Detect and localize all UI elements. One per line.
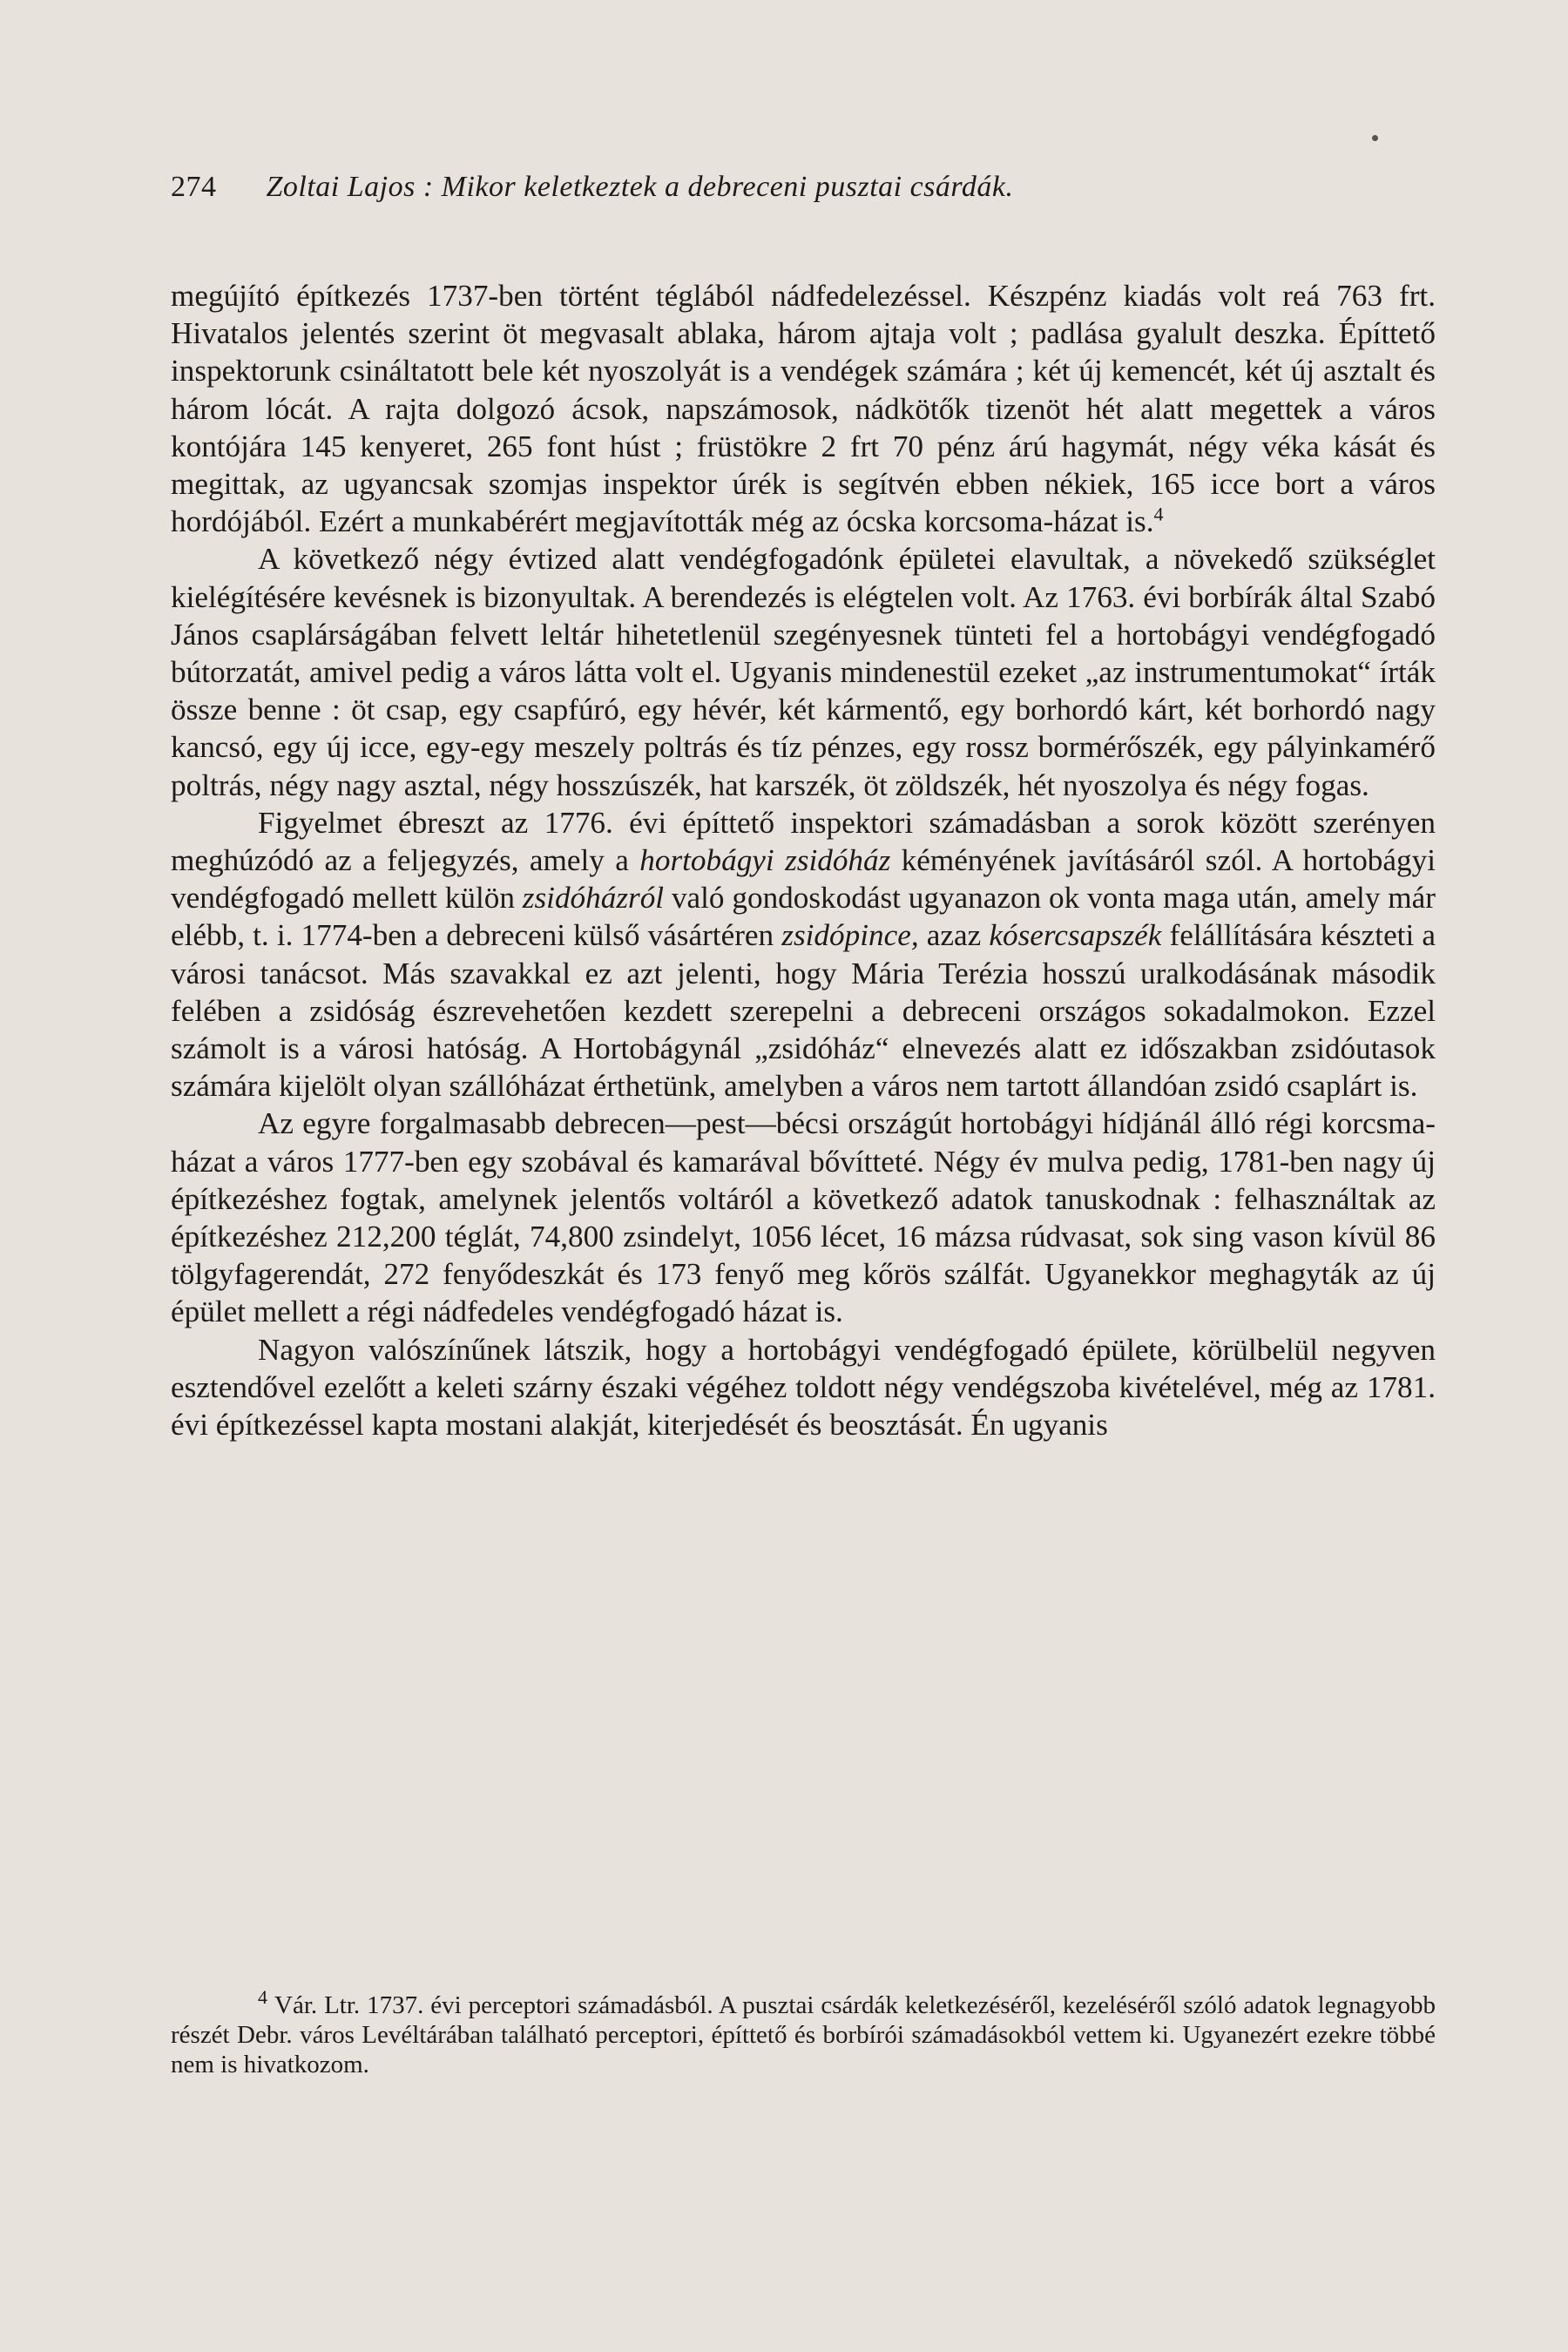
paragraph — [171, 540, 1436, 803]
italic-term: kósercsapszék — [989, 918, 1162, 953]
text-run: való gondoskodást ugyanazon ok vonta maga után, amely már elébb, t. i. 1774-ben a debreceni külső vásártéren — [171, 881, 1436, 953]
text-run: A következő négy évtized alatt vendégfogadónk épületei elavultak, a növekedő szükséglet kielégítésére kevésnek is bizonyultak. A berendezés is elégtelen volt. Az 1763. évi borbírák által Szabó János csaplárságában felvett leltár hihetetlenül szegényesnek tünteti fel a hortobágyi vendégfogadó bútorzatát, amivel pedig a város látta volt el. Ugyanis mindenestül ezeket „az instrumentumokat“ írták össze benne : öt csap, egy csapfúró, egy hévér, két kármentő, egy borhordó kárt, két borhordó nagy kancsó, egy új icce, egy-egy meszely poltrás és tíz pénzes, egy rossz bormérőszék, egy pályinkamérő poltrás, négy nagy asztal, négy hosszúszék, hat karszék, öt zöldszék, hét nyoszolya és négy fogas. — [171, 542, 1436, 802]
text-run: azaz — [918, 918, 990, 953]
paragraph — [171, 277, 1436, 540]
footnote-marker: 4 — [258, 1986, 267, 2009]
text-run: felállítására készteti a városi tanácsot. Más szavakkal ez azt jelenti, hogy Mária Terézia hosszú uralkodásának második felében a zsidóság észrevehetően kezdett szerepelni a debreceni országos sokadalmokon. Ezzel számolt is a városi hatóság. A Hortobágynál „zsidóház“ elnevezés alatt ez időszakban zsidóutasok számára kijelölt olyan szállóházat érthetünk, amelyben a város nem tartott állandóan zsidó csaplárt is. — [171, 918, 1436, 1104]
paragraph — [171, 804, 1436, 1105]
paragraph — [171, 1331, 1436, 1444]
text-run: Figyelmet ébreszt az 1776. évi építtető inspektori számadásban a sorok között szerényen meghúzódó az a feljegyzés, amely a — [171, 805, 1436, 878]
footnote-reference: 4 — [1153, 503, 1164, 525]
italic-term: zsidópince, — [781, 918, 919, 953]
text-run: Nagyon valószínűnek látszik, hogy a hortobágyi vendégfogadó épülete, körülbelül negyven esztendővel ezelőtt a keleti szárny északi végéhez toldott négy vendégszoba kivételével, még az 1781. évi építkezéssel kapta mostani alakját, kiterjedését és beosztását. Én ugyanis — [171, 1332, 1436, 1443]
body-text — [171, 277, 1436, 1443]
paragraph — [171, 1105, 1436, 1330]
footnote-text: Vár. Ltr. 1737. évi perceptori számadásból. A pusztai csárdák keletkezéséről, kezeléséről szóló adatok legnagyobb részét Debr. város Levéltárában található perceptori, építtető és borbírói számadásokból vettem ki. Ugyanezért ezekre többé nem is hivatkozom. — [171, 1991, 1436, 2078]
running-header — [171, 171, 1303, 204]
footnote — [171, 1986, 1436, 2079]
page-number: 274 — [171, 171, 217, 203]
italic-term: zsidóházról — [522, 881, 665, 916]
ink-speck — [1372, 135, 1378, 141]
text-run: kéményének javításáról szól. A hortobágyi vendégfogadó mellett külön — [171, 843, 1436, 916]
running-title: Zoltai Lajos : Mikor keletkeztek a debreceni pusztai csárdák. — [266, 171, 1014, 203]
italic-term: hortobágyi zsidóház — [639, 843, 891, 878]
text-run: Az egyre forgalmasabb debrecen—pest—bécsi országút hortobágyi hídjánál álló régi korcsma-házat a város 1777-ben egy szobával és kamarával bővítteté. Négy év mulva pedig, 1781-ben nagy új építkezéshez fogtak, amelynek jelentős voltáról a következő adatok tanuskodnak : felhasználtak az építkezéshez 212,200 téglát, 74,800 zsindelyt, 1056 lécet, 16 mázsa rúdvasat, sok sing vason kívül 86 tölgyfagerendát, 272 fenyődeszkát és 173 fenyő meg kőrös szálfát. Ugyanekkor meghagyták az új épület mellett a régi nádfedeles vendégfogadó házat is. — [171, 1106, 1436, 1329]
text-run: megújító építkezés 1737-ben történt téglából nádfedelezéssel. Készpénz kiadás volt reá 763 frt. Hivatalos jelentés szerint öt megvasalt ablaka, három ajtaja volt ; padlása gyalult deszka. Építtető inspektorunk csináltatott bele két nyoszolyát is a vendégek számára ; két új kemencét, két új asztalt és három lócát. A rajta dolgozó ácsok, napszámosok, nádkötők tizenöt hét alatt megettek a város kontójára 145 kenyeret, 265 font húst ; früstökre 2 frt 70 pénz árú hagymát, négy véka kását és megittak, az ugyancsak szomjas inspektor úrék is segítvén ebben nékiek, 165 icce bort a város hordójából. Ezért a munkabérért megjavították még az ócska korcsoma-házat is. — [171, 279, 1436, 539]
